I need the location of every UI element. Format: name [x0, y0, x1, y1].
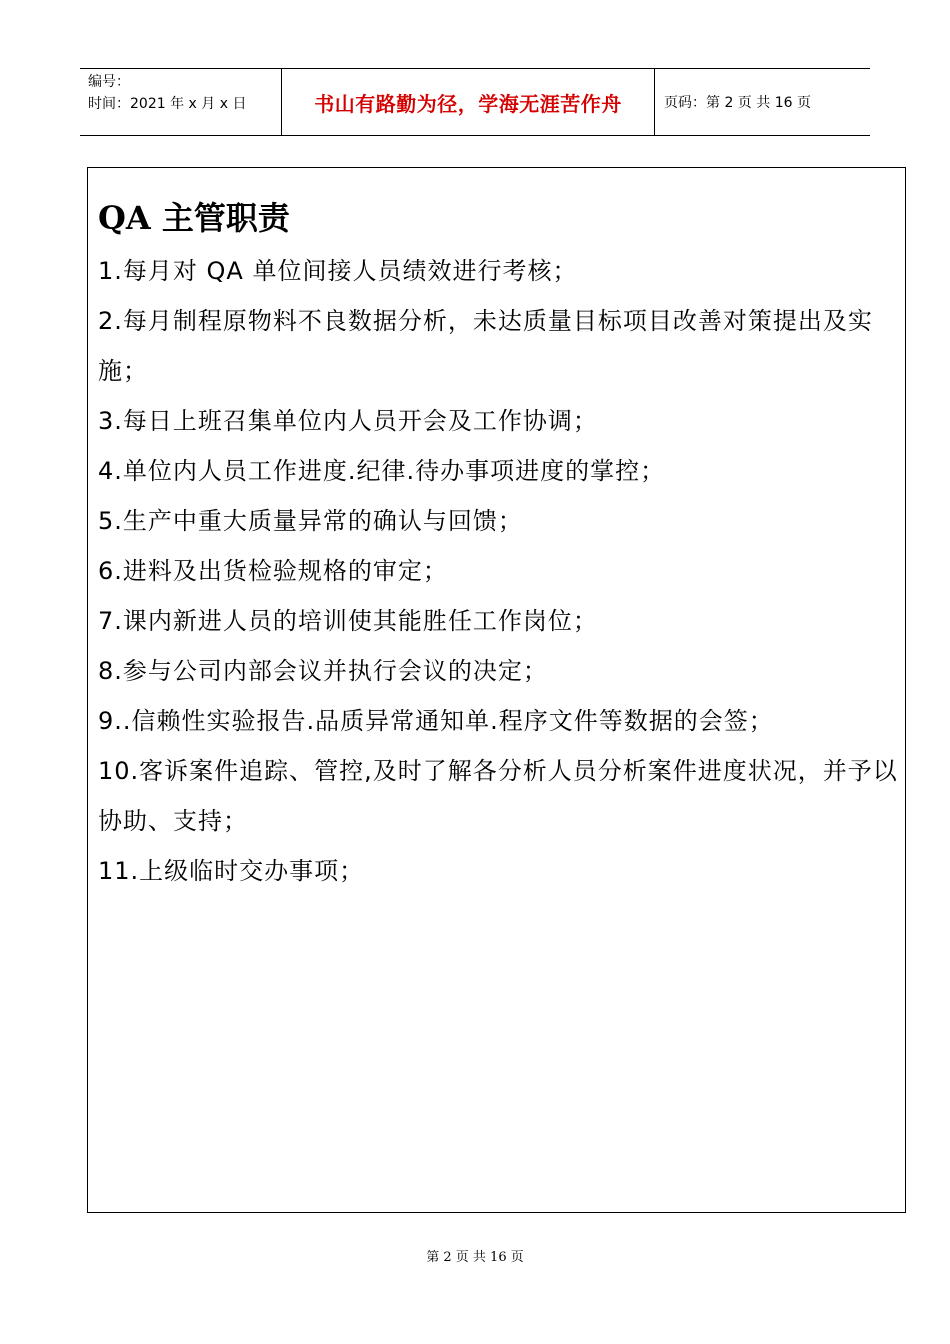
duty-item: 11.上级临时交办事项；	[98, 857, 365, 885]
time-label: 时间：2021 年 x 月 x 日	[88, 96, 247, 112]
serial-label: 编号：	[88, 74, 130, 90]
content-box	[87, 167, 906, 1213]
footer-page-number: 第 2 页 共 16 页	[426, 1250, 524, 1265]
duty-item: 7.课内新进人员的培训使其能胜任工作岗位；	[98, 607, 598, 635]
header-motto-cell	[282, 69, 655, 135]
page-header	[80, 68, 870, 136]
header-meta-cell	[80, 69, 282, 135]
duty-item: 5.生产中重大质量异常的确认与回馈；	[98, 507, 523, 535]
duty-item: 6.进料及出货检验规格的审定；	[98, 557, 448, 585]
duty-list	[98, 246, 898, 896]
document-title: QA 主管职责	[98, 199, 290, 237]
duty-item: 2.每月制程原物料不良数据分析，未达质量目标项目改善对策提出及实施；	[98, 307, 873, 385]
duty-item: 1.每月对 QA 单位间接人员绩效进行考核；	[98, 257, 578, 285]
header-page-cell	[655, 69, 870, 135]
motto-text: 书山有路勤为径，学海无涯苦作舟	[314, 91, 622, 116]
page-info: 页码：第 2 页 共 16 页	[664, 95, 811, 111]
duty-item: 4.单位内人员工作进度.纪律.待办事项进度的掌控；	[98, 457, 666, 485]
duty-item: 10.客诉案件追踪、管控,及时了解各分析人员分析案件进度状况，并予以协助、支持；	[98, 757, 898, 835]
duty-item: 3.每日上班召集单位内人员开会及工作协调；	[98, 407, 598, 435]
page-footer	[0, 1246, 950, 1265]
duty-item: 9..信赖性实验报告.品质异常通知单.程序文件等数据的会签；	[98, 707, 774, 735]
duty-item: 8.参与公司内部会议并执行会议的决定；	[98, 657, 548, 685]
